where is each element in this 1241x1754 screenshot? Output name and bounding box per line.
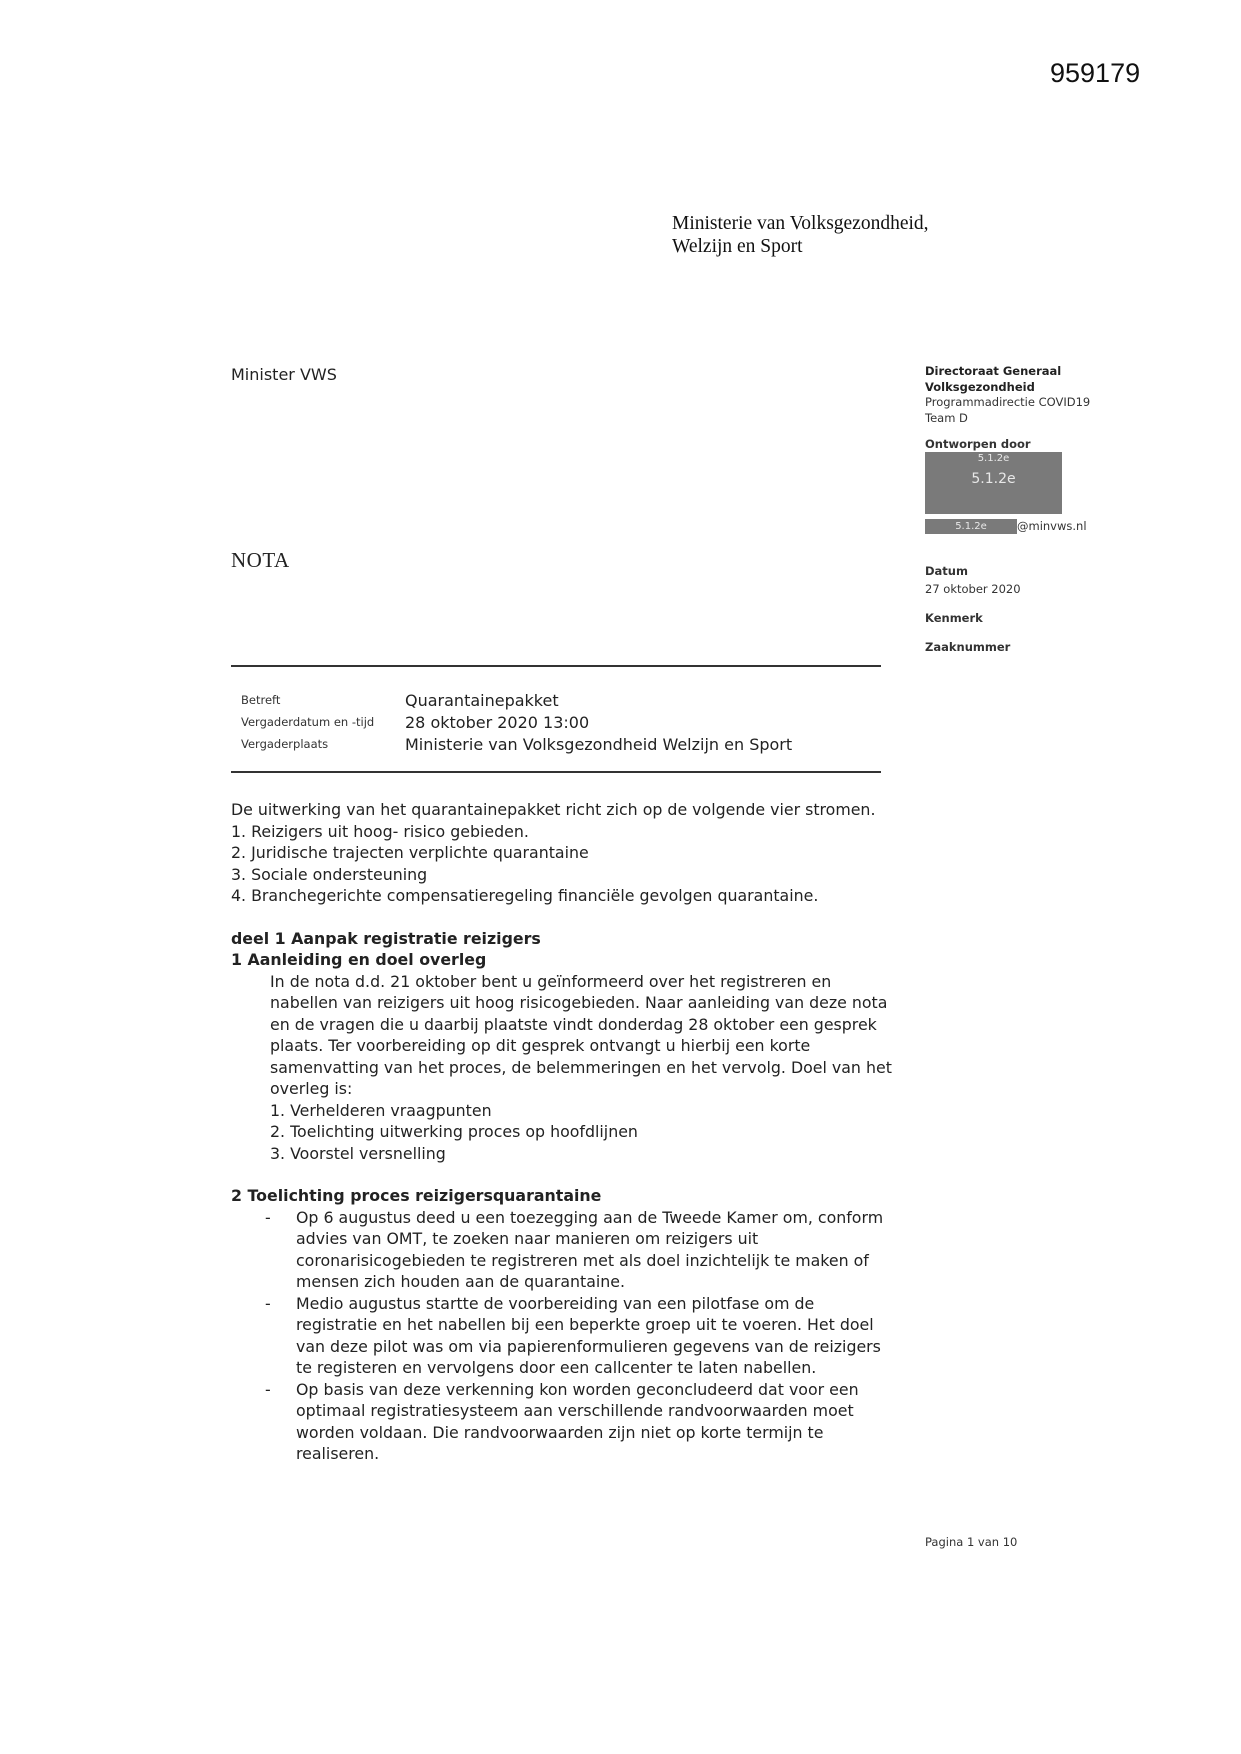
org-line-4: Team D (925, 410, 968, 425)
section-1-text (231, 971, 931, 1165)
redacted-main-code: 5.1.2e (971, 471, 1016, 487)
intro-item: 1. Reizigers uit hoog- risico gebieden. (231, 821, 529, 841)
text-line: coronarisicogebieden te registreren met als doel inzichtelijk te maken of (296, 1250, 869, 1270)
sidebar-email (925, 519, 1087, 535)
intro-item: 3. Sociale ondersteuning (231, 864, 428, 884)
text-line: plaats. Ter voorbereiding op dit gesprek ontvangt u hierbij een korte (270, 1036, 811, 1055)
redacted-email-user: 5.1.2e (925, 519, 1017, 534)
goal-item: 1. Verhelderen vraagpunten (270, 1100, 492, 1120)
text-line: advies van OMT, te zoeken naar manieren om reizigers uit (296, 1229, 759, 1248)
subject-value: Quarantainepakket (405, 691, 559, 710)
section-2-heading: 2 Toelichting proces reizigersquarantaine (231, 1186, 602, 1205)
bullet-dash: - (265, 1379, 271, 1399)
top-divider (231, 665, 881, 667)
org-line-1: Directoraat Generaal (925, 364, 1062, 378)
text-line: en de vragen die u daarbij plaatste vindt donderdag 28 oktober een gesprek (270, 1014, 877, 1034)
page-number: Pagina 1 van 10 (925, 1535, 1018, 1549)
meeting-place-label: Vergaderplaats (241, 737, 329, 751)
designed-by-label: Ontworpen door (925, 437, 1031, 451)
document-body (231, 799, 931, 1465)
ministry-line-2: Welzijn en Sport (672, 236, 803, 257)
text-line: samenvatting van het proces, de belemmeringen en het vervolg. Doel van het (270, 1057, 892, 1077)
recipient: Minister VWS (231, 365, 337, 384)
org-line-3: Programmadirectie COVID19 (925, 395, 1091, 409)
sidebar-organisation (925, 364, 1090, 426)
goal-item: 3. Voorstel versnelling (270, 1143, 446, 1163)
text-line: realiseren. (296, 1444, 380, 1463)
text-line: te registeren en vervolgens door een callcenter te laten nabellen. (296, 1358, 817, 1377)
text-line: mensen zich houden aan de quarantaine. (296, 1272, 626, 1291)
bullet-dash: - (265, 1207, 271, 1227)
document-id: 959179 (1050, 58, 1141, 88)
document-type: NOTA (231, 548, 290, 572)
redacted-name-block (925, 452, 1062, 514)
text-line: registratie en het nabellen bij een beperkte groep uit te voeren. Het doel (296, 1315, 874, 1334)
reference-label: Kenmerk (925, 611, 983, 625)
redacted-small-code: 5.1.2e (977, 453, 1010, 464)
bullet-item (231, 1379, 931, 1465)
text-line: Op basis van deze verkenning kon worden geconcludeerd dat voor een (296, 1379, 859, 1399)
bullet-item (231, 1293, 931, 1379)
date-value: 27 oktober 2020 (925, 582, 1021, 596)
text-line: Medio augustus startte de voorbereiding van een pilotfase om de (296, 1293, 815, 1313)
meeting-datetime-label: Vergaderdatum en -tijd (241, 715, 375, 729)
bottom-divider (231, 771, 881, 773)
section-1-heading: 1 Aanleiding en doel overleg (231, 950, 487, 969)
date-label: Datum (925, 564, 968, 578)
text-line: worden voldaan. Die randvoorwaarden zijn niet op korte termijn te (296, 1422, 824, 1442)
text-line: optimaal registratiesysteem aan verschillende randvoorwaarden moet (296, 1401, 854, 1420)
part-title: deel 1 Aanpak registratie reizigers (231, 928, 541, 948)
bullet-dash: - (265, 1293, 271, 1313)
email-domain: @minvws.nl (1017, 519, 1087, 533)
ministry-line-1: Ministerie van Volksgezondheid, (672, 213, 929, 234)
bullet-item (231, 1207, 931, 1293)
case-number-label: Zaaknummer (925, 640, 1011, 654)
intro-item: 2. Juridische trajecten verplichte quarantaine (231, 843, 589, 862)
text-line: nabellen van reizigers uit hoog risicogebieden. Naar aanleiding van deze nota (270, 993, 888, 1012)
text-line: overleg is: (270, 1079, 353, 1098)
intro-item: 4. Branchegerichte compensatieregeling financiële gevolgen quarantaine. (231, 886, 819, 905)
meeting-datetime-value: 28 oktober 2020 13:00 (405, 713, 590, 732)
subject-label: Betreft (241, 693, 281, 707)
text-line: Op 6 augustus deed u een toezegging aan de Tweede Kamer om, conform (296, 1207, 884, 1227)
intro-lead: De uitwerking van het quarantainepakket richt zich op de volgende vier stromen. (231, 800, 876, 819)
org-line-2: Volksgezondheid (925, 379, 1035, 394)
ministry-logo-text (672, 212, 929, 258)
goal-item: 2. Toelichting uitwerking proces op hoofdlijnen (270, 1122, 638, 1141)
meeting-place-value: Ministerie van Volksgezondheid Welzijn en Sport (405, 735, 793, 754)
text-line: In de nota d.d. 21 oktober bent u geïnformeerd over het registreren en (270, 971, 832, 991)
text-line: van deze pilot was om via papierenformulieren gegevens van de reizigers (296, 1336, 881, 1356)
